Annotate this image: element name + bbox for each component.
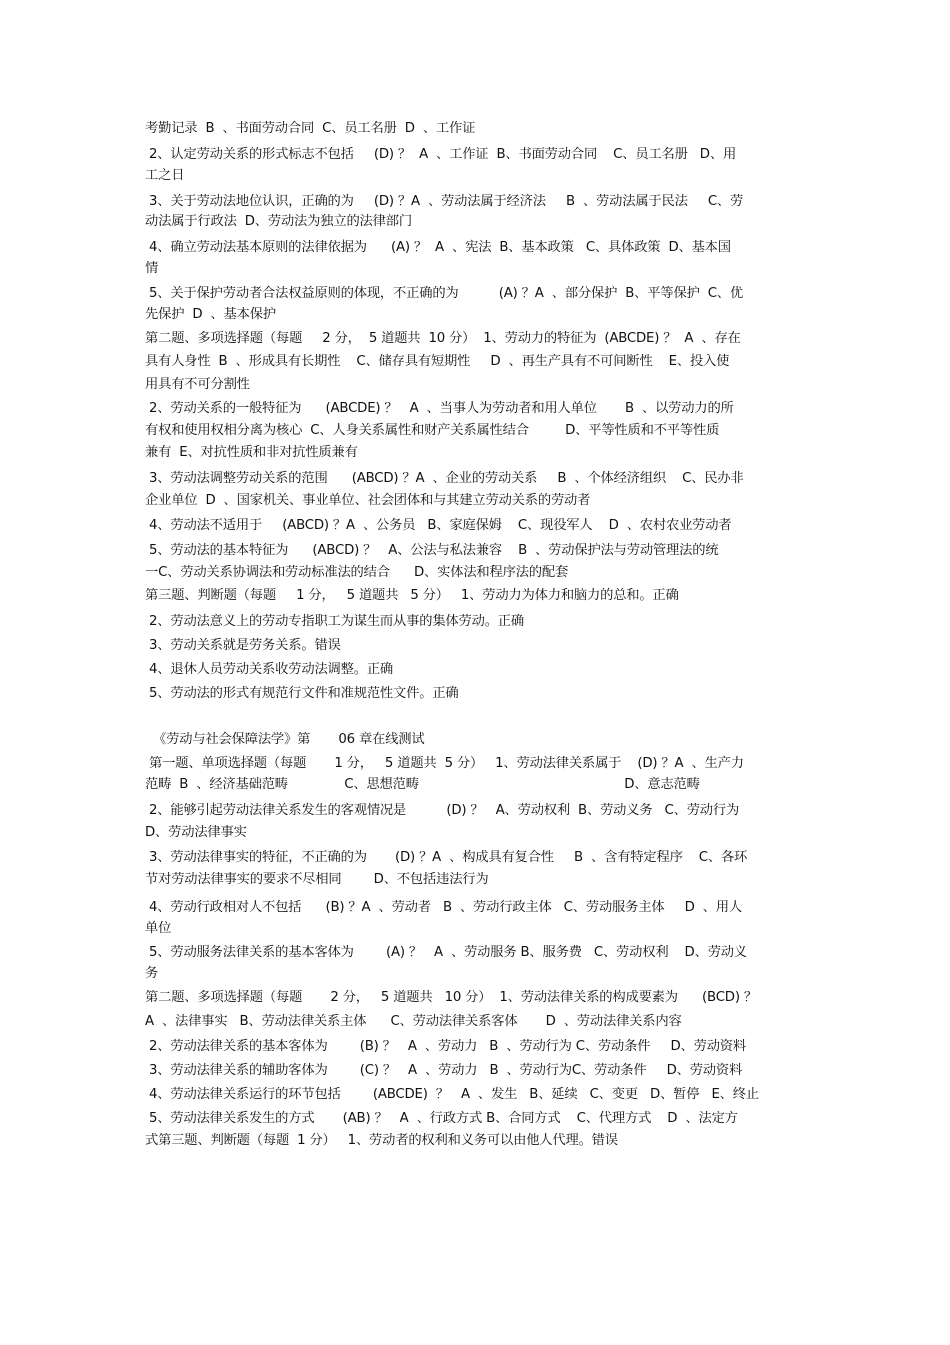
text-line: 用具有不可分割性: [145, 377, 250, 392]
text-line: D、劳动法律事实: [145, 825, 247, 840]
text-line: 工之日: [145, 168, 185, 183]
text-line: 4、劳动行政相对人不包括 (B) ？A 、劳动者 B 、劳动行政主体 C、劳动服务主体 D 、用人: [145, 900, 742, 915]
text-line: 2、劳动关系的一般特征为 (ABCDE) ？ A 、当事人为劳动者和用人单位 B 、以劳动力的所: [145, 401, 734, 416]
section-heading: 《劳动与社会保障法学》第 06 章在线测试: [145, 732, 425, 747]
text-line: 先保护 D 、基本保护: [145, 307, 276, 322]
text-line: 2、劳动法意义上的劳动专指职工为谋生而从事的集体劳动。正确: [145, 614, 524, 629]
text-line: 3、劳动法律事实的特征，不正确的为 (D) ？A 、构成具有复合性 B 、含有特定程序 C、各环: [145, 850, 748, 865]
text-line: 兼有 E、对抗性质和非对抗性质兼有: [145, 445, 358, 460]
text-line: 2、能够引起劳动法律关系发生的客观情况是 (D) ？ A、劳动权利 B、劳动义务 C、劳动行为: [145, 803, 740, 818]
text-line: 单位: [145, 921, 172, 936]
text-line: 有权和使用权相分离为核心 C、人身关系属性和财产关系属性结合 D、平等性质和不平等性质: [145, 423, 720, 438]
text-line: 3、关于劳动法地位认识，正确的为 (D) ？A 、劳动法属于经济法 B 、劳动法属于民法 C、劳: [145, 194, 744, 209]
text-line: 3、劳动关系就是劳务关系。错误: [145, 638, 341, 653]
text-line: 2、劳动法律关系的基本客体为 (B) ？ A 、劳动力 B 、劳动行为 C、劳动条件 D、劳动资料: [145, 1039, 746, 1054]
text-line: 务: [145, 966, 159, 981]
text-line: 第三题、判断题（每题 1 分， 5 道题共 5 分） 1、劳动力为体力和脑力的总和。正确: [145, 588, 679, 603]
text-line: 4、劳动法不适用于 (ABCD) ？A 、公务员 B、家庭保姆 C、现役军人 D 、农村农业劳动者: [145, 518, 732, 533]
text-line: 式第三题、判断题（每题 1 分） 1、劳动者的权利和义务可以由他人代理。错误: [145, 1133, 618, 1148]
text-line: 节对劳动法律事实的要求不尽相同 D、不包括违法行为: [145, 872, 489, 887]
text-line: 第二题、多项选择题（每题 2 分， 5 道题共 10 分） 1、劳动力的特征为 (ABCDE) ？ A 、存在: [145, 331, 741, 346]
text-line: 5、劳动法律关系发生的方式 (AB) ？ A 、行政方式 B、合同方式 C、代理方式 D 、法定方: [145, 1111, 738, 1126]
text-line: 3、劳动法调整劳动关系的范围 (ABCD) ？A 、企业的劳动关系 B 、个体经济组织 C、民办非: [145, 471, 744, 486]
text-line: 动法属于行政法 D、劳动法为独立的法律部门: [145, 214, 412, 229]
text-line: 5、劳动法的基本特征为 (ABCD) ？ A、公法与私法兼容 B 、劳动保护法与劳动管理法的统: [145, 543, 719, 558]
text-line: 4、确立劳动法基本原则的法律依据为 (A) ？ A 、宪法 B、基本政策 C、具体政策 D、基本国: [145, 240, 731, 255]
text-line: 4、劳动法律关系运行的环节包括 (ABCDE) ？ A 、发生 B、延续 C、变更 D、暂停 E、终止: [145, 1087, 759, 1102]
text-line: 3、劳动法律关系的辅助客体为 (C) ？ A 、劳动力 B 、劳动行为C、劳动条件 D、劳动资料: [145, 1063, 743, 1078]
text-line: 一C、劳动关系协调法和劳动标准法的结合 D、实体法和程序法的配套: [145, 565, 569, 580]
text-line: 5、劳动法的形式有规范行文件和准规范性文件。正确: [145, 686, 459, 701]
text-line: 2、认定劳动关系的形式标志不包括 (D) ？ A 、工作证 B、书面劳动合同 C、员工名册 D、用: [145, 147, 737, 162]
text-line: 5、关于保护劳动者合法权益原则的体现，不正确的为 (A) ？A 、部分保护 B、平等保护 C、优: [145, 286, 744, 301]
text-line: 考勤记录 B 、书面劳动合同 C、员工名册 D 、工作证: [145, 121, 476, 136]
text-line: 情: [145, 261, 159, 276]
text-line: A 、法律事实 B、劳动法律关系主体 C、劳动法律关系客体 D 、劳动法律关系内容: [145, 1014, 682, 1029]
text-line: 5、劳动服务法律关系的基本客体为 (A) ？ A 、劳动服务 B、服务费 C、劳动权利 D、劳动义: [145, 945, 747, 960]
text-line: 企业单位 D 、国家机关、事业单位、社会团体和与其建立劳动关系的劳动者: [145, 493, 591, 508]
text-line: 具有人身性 B 、形成具有长期性 C、储存具有短期性 D 、再生产具有不可间断性 E、投入使: [145, 354, 730, 369]
text-line: 第二题、多项选择题（每题 2 分， 5 道题共 10 分） 1、劳动法律关系的构成要素为 (BCD) ？: [145, 990, 757, 1005]
text-line: 范畴 B 、经济基础范畴 C、思想范畴 D、意志范畴: [145, 777, 700, 792]
text-line: 4、退休人员劳动关系收劳动法调整。正确: [145, 662, 394, 677]
text-line: 第一题、单项选择题（每题 1 分， 5 道题共 5 分） 1、劳动法律关系属于 (D) ？A 、生产力: [145, 756, 744, 771]
